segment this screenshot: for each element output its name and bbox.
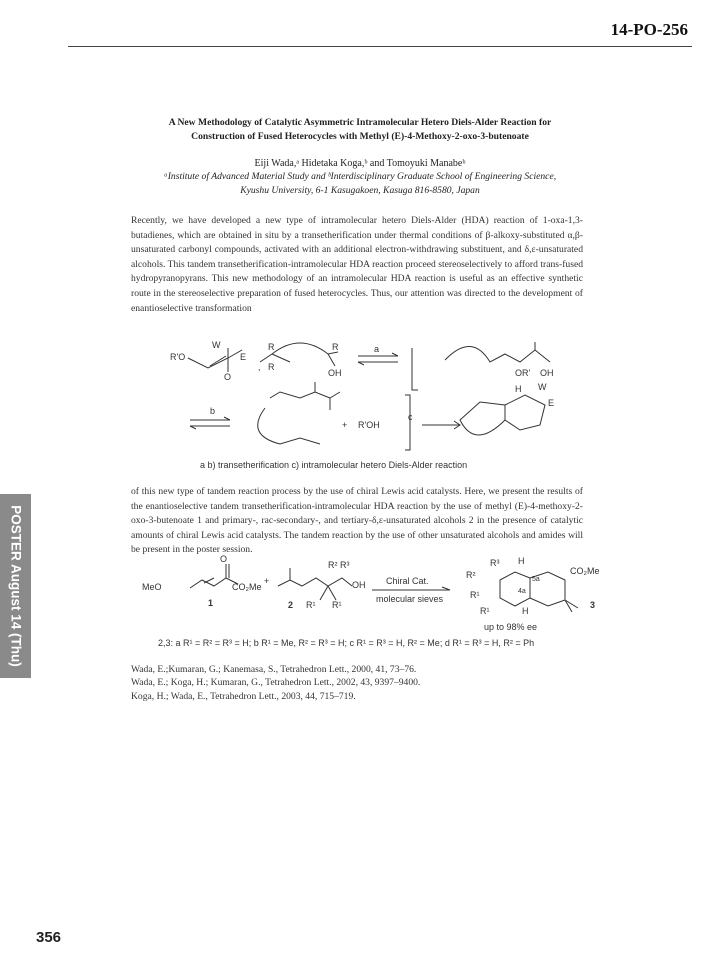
arrow-label-a: a: [374, 344, 380, 354]
label-r1: R¹: [306, 600, 316, 610]
scheme-2-footnote: 2,3: a R¹ = R² = R³ = H; b R¹ = Me, R² = R³ = H; c R¹ = R³ = H, R² = Me; d R¹ = R³ = H, R² = Ph: [158, 638, 535, 648]
title-line-1: A New Methodology of Catalytic Asymmetric Intramolecular Hetero Diels-Alder Reaction for: [168, 117, 552, 128]
label-h: H: [515, 384, 522, 394]
label-w: W: [212, 340, 221, 350]
arrow-above-label: Chiral Cat.: [386, 576, 429, 586]
page-number: 356: [36, 929, 62, 946]
reference-item: Koga, H.; Wada, E., Tetrahedron Lett., 2003, 44, 715–719.: [131, 690, 356, 702]
body-paragraph-2: of this new type of tandem reaction process by the use of chiral Lewis acid catalysts. Here, we present the results of the enantioselective tandem transetherification-intramolecular HDA reaction by the use of methyl (E)-4-methoxy-2-oxo-3-butenoate 1 and primary-, rac-secondary-, and tertiary-δ,ε-unsaturated alcohols 2 in the presence of catalytic amounts of chiral Lewis acid catalysts. The tandem reaction by the use of other unsaturated alcohols and amides will be present in the poster session.: [131, 486, 583, 556]
affiliation-line-1: ᵃInstitute of Advanced Material Study and ᵇInterdisciplinary Graduate School of Engineering Science,: [163, 171, 557, 182]
label-meo: MeO: [142, 582, 162, 592]
label-h: H: [518, 556, 525, 566]
label-r: R: [268, 362, 275, 372]
poster-side-tab: [0, 494, 31, 678]
arrow-label-c: c: [408, 412, 413, 422]
label-or: OR': [515, 368, 531, 378]
reference-item: Wada, E.; Koga, H.; Kumaran, G., Tetrahedron Lett., 2002, 43, 9397–9400.: [131, 677, 421, 689]
label-roh: R'OH: [358, 420, 380, 430]
label-plus: +: [342, 420, 348, 430]
label-oh: OH: [328, 368, 342, 378]
body-paragraph-1: Recently, we have developed a new type of intramolecular hetero Diels-Alder (HDA) reaction of 1-oxa-1,3-butadienes, which are obtained in situ by a transetherification under thermal conditions of β-alkoxy-substituted α,β-unsaturated carbonyl compounds, activated with an additional electron-withdrawing substituent, and δ,ε-unsaturated alcohols. This tandem transetherification-intramolecular HDA reaction proceed stereoselectively to afford trans-fused hydropyranopyrans. This new methodology of an intramolecular HDA reaction is useful as an effective synthetic route in the stereoselective preparation of fused heterocycles. Thus, our attention was directed to the development of enantioselective transformation: [131, 215, 583, 314]
title-line-2: Construction of Fused Heterocycles with Methyl (E)-4-Methoxy-2-oxo-3-butenoate: [191, 131, 529, 142]
label-comma: ,: [258, 362, 261, 372]
affiliation: [120, 170, 600, 198]
scheme-1-bonds: [160, 340, 560, 475]
label-r: R: [268, 342, 275, 352]
label-r: R: [332, 342, 339, 352]
paper-title: [120, 116, 600, 144]
label-e: E: [240, 352, 247, 362]
compound-1-label: 1: [208, 598, 214, 608]
label-h: H: [522, 606, 529, 616]
references: [131, 663, 420, 703]
label-r1: R¹: [480, 606, 490, 616]
label-o: O: [220, 554, 228, 564]
label-co2me: CO₂Me: [232, 582, 262, 592]
scheme-1-caption: a b) transetherification c) intramolecular hetero Diels-Alder reaction: [200, 460, 468, 470]
ee-label: up to 98% ee: [484, 622, 538, 632]
label-oh: OH: [540, 368, 554, 378]
label-e: E: [548, 398, 555, 408]
affiliation-line-2: Kyushu University, 6-1 Kasugakoen, Kasuga 816-8580, Japan: [240, 185, 480, 196]
side-tab-label: POSTER August 14 (Thu): [8, 505, 23, 667]
header-rule: [68, 46, 692, 47]
label-r1: R¹: [470, 590, 480, 600]
label-4a: 4a: [518, 588, 526, 595]
label-co2me: CO₂Me: [570, 566, 600, 576]
poster-code: 14-PO-256: [610, 20, 688, 39]
label-ro: R'O: [170, 352, 186, 362]
compound-2-label: 2: [288, 600, 294, 610]
label-o: O: [224, 372, 232, 382]
label-r2r3: R² R³: [328, 560, 350, 570]
arrow-label-b: b: [210, 406, 216, 416]
label-w: W: [538, 382, 547, 392]
label-5a: 5a: [532, 576, 540, 583]
compound-3-label: 3: [590, 600, 596, 610]
label-r1: R¹: [332, 600, 342, 610]
arrow-below-label: molecular sieves: [376, 594, 444, 604]
authors: Eiji Wada,ᵃ Hidetaka Koga,ᵇ and Tomoyuki Manabeᵇ: [254, 158, 466, 169]
label-r3: R³: [490, 558, 500, 568]
reaction-scheme-1: [160, 340, 560, 475]
label-plus: +: [264, 576, 270, 586]
label-oh: OH: [352, 580, 366, 590]
label-r2: R²: [466, 570, 476, 580]
reference-item: Wada, E.;Kumaran, G.; Kanemasa, S., Tetrahedron Lett., 2000, 41, 73–76.: [131, 664, 417, 675]
